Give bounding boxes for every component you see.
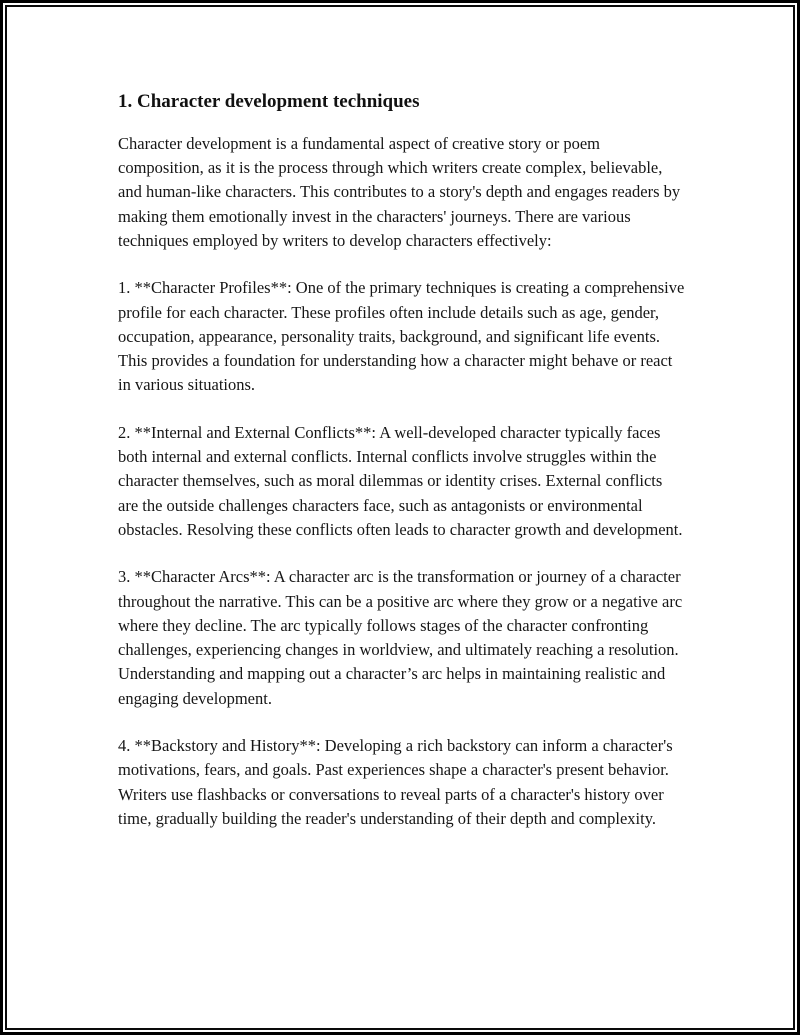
paragraph-item-character-profiles: 1. **Character Profiles**: One of the primary techniques is creating a comprehensive profile for each character. These profiles often include details such as age, gender, occupation, appearance, personality traits, background, and significant life events. This provides a foundation for understanding how a character might behave or react in various situations. — [118, 278, 685, 395]
paragraph-item-internal-external-conflicts: 2. **Internal and External Conflicts**: A well-developed character typically faces both internal and external conflicts. Internal conflicts involve struggles within the character themselves, such as moral dilemmas or identity crises. External conflicts are the outside challenges characters face, such as antagonists or environmental obstacles. Resolving these conflicts often leads to character growth and development. — [118, 422, 683, 539]
paragraph-item-character-arcs: 3. **Character Arcs**: A character arc is the transformation or journey of a character throughout the narrative. This can be a positive arc where they grow or a negative arc where they decline. The arc typically follows stages of the character confronting challenges, experiencing changes in worldview, and ultimately reaching a resolution. Understanding and mapping out a character’s arc helps in maintaining realistic and engaging development. — [118, 567, 683, 708]
paragraph-item-backstory-history: 4. **Backstory and History**: Developing a rich backstory can inform a character's motivations, fears, and goals. Past experiences shape a character's present behavior. Writers use flashbacks or conversations to reveal parts of a character's history over time, gradually building the reader's understanding of their depth and complexity. — [118, 736, 673, 828]
document-heading: 1. Character development techniques — [118, 91, 420, 112]
document-content — [7, 7, 793, 831]
page-inner-border — [5, 5, 795, 1030]
paragraph-intro: Character development is a fundamental aspect of creative story or poem composition, as it is the process through which writers create complex, believable, and human-like characters. This contributes to a story's depth and engages readers by making them emotionally invest in the characters' journeys. There are various techniques employed by writers to develop characters effectively: — [118, 133, 681, 250]
